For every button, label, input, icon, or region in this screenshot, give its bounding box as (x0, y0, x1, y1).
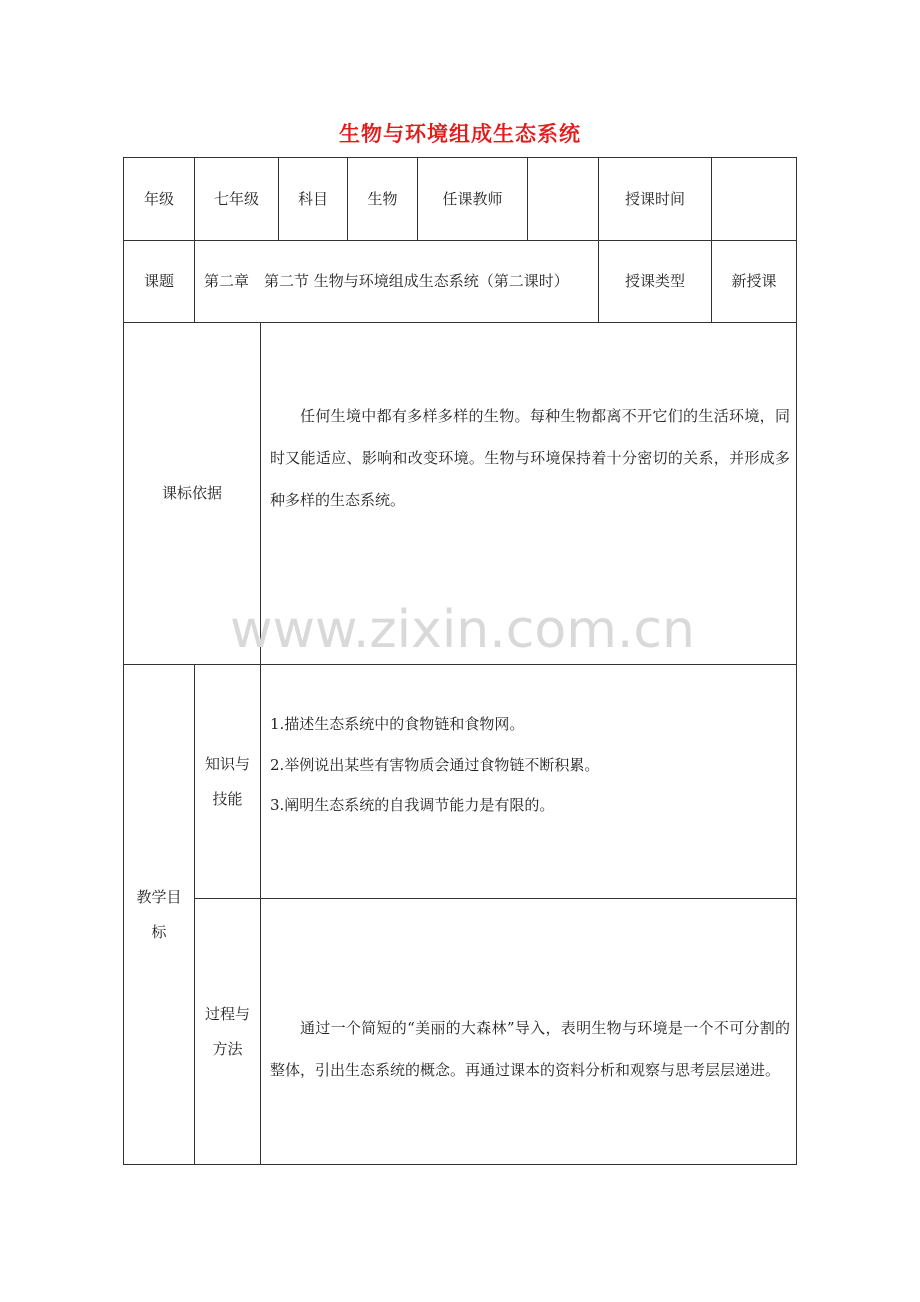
process-methods-label-line2: 方法 (212, 1039, 243, 1058)
teacher-label: 任课教师 (442, 189, 503, 208)
teaching-objectives-label-line2: 标 (151, 922, 167, 941)
knowledge-skills-label (195, 665, 260, 898)
topic-label: 课题 (143, 272, 174, 291)
lesson-type-value: 新授课 (731, 272, 777, 291)
grade-value: 七年级 (213, 189, 259, 208)
topic-value: 第二章 第二节 生物与环境组成生态系统（第二课时） (204, 272, 569, 291)
document-title: 生物与环境组成生态系统 (339, 122, 581, 146)
process-methods-text: 通过一个简短的“美丽的大森林”导入，表明生物与环境是一个不可分割的整体，引出生态系统的概念。再通过课本的资料分析和观察与思考层层递进。 (270, 1019, 790, 1079)
table-border (796, 157, 797, 1165)
process-methods-label (195, 899, 260, 1164)
knowledge-skills-label-line2: 技能 (212, 789, 243, 808)
knowledge-skills-list (270, 704, 790, 826)
table-border (194, 898, 797, 899)
table-border (260, 664, 261, 1164)
watermark: www.zixin.com.cn (230, 600, 695, 660)
knowledge-skills-label-line1: 知识与 (204, 755, 250, 773)
teaching-objectives-label-line1: 教学目 (136, 888, 182, 906)
grade-label: 年级 (143, 189, 174, 208)
time-label: 授课时间 (624, 189, 685, 208)
table-border (260, 322, 261, 664)
list-item: 2.举例说出某些有害物质会通过食物链不断积累。 (270, 755, 600, 774)
table-border (123, 1164, 797, 1165)
subject-label: 科目 (297, 189, 328, 208)
teacher-value (528, 158, 598, 240)
lesson-type-label: 授课类型 (624, 272, 685, 291)
process-methods-label-line1: 过程与 (204, 1005, 250, 1023)
list-item: 1.描述生态系统中的食物链和食物网。 (270, 715, 525, 733)
curriculum-basis-label: 课标依据 (161, 484, 222, 503)
curriculum-basis-text: 任何生境中都有多样多样的生物。每种生物都离不开它们的生活环境，同时又能适应、影响和改变环境。生物与环境保持着十分密切的关系，并形成多种多样的生态系统。 (270, 407, 790, 509)
list-item: 3.阐明生态系统的自我调节能力是有限的。 (270, 796, 555, 814)
teaching-objectives-label (124, 665, 194, 1164)
subject-value: 生物 (367, 189, 398, 208)
time-value (712, 158, 796, 240)
